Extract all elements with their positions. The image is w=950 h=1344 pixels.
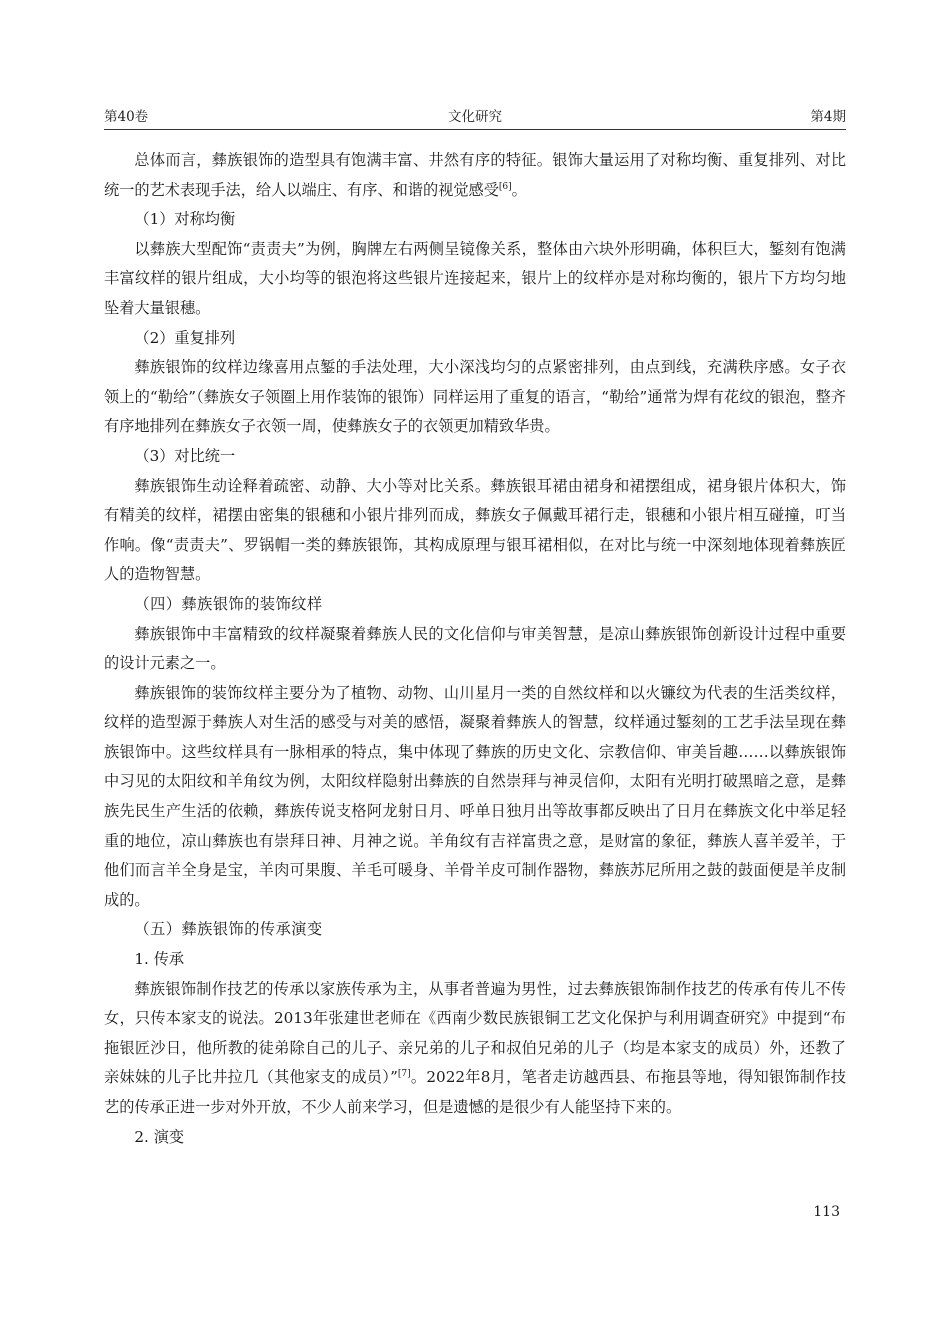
citation: [7] (397, 1069, 411, 1080)
subheading: （2）重复排列 (134, 328, 236, 347)
paragraph: 彝族银饰的装饰纹样主要分为了植物、动物、山川星月一类的自然纹样和以火镰纹为代表的生活类纹样，纹样的造型源于彝族人对生活的感受与对美的感悟，凝聚着彝族人的智慧，纹样通过錾刻的工艺手法呈现在彝族银饰中。这些纹样具有一脉相承的特点，集中体现了彝族的历史文化、宗教信仰、审美旨趣……以彝族银饰中习见的太阳纹和羊角纹为例，太阳纹样隐射出彝族的自然崇拜与神灵信仰，太阳有光明打破黑暗之意，是彝族先民生产生活的依赖，彝族传说支格阿龙射日月、呼单日独月出等故事都反映出了日月在彝族文化中举足轻重的地位，凉山彝族也有崇拜日神、月神之说。羊角纹有吉祥富贵之意，是财富的象征，彝族人喜羊爱羊，于他们而言羊全身是宝，羊肉可果腹、羊毛可暖身、羊骨羊皮可制作器物，彝族苏尼所用之鼓的鼓面便是羊皮制成的。 (104, 683, 846, 909)
subheading: 1. 传承 (134, 950, 185, 969)
volume-label: 第40卷 (104, 109, 149, 125)
paragraph: 总体而言，彝族银饰的造型具有饱满丰富、井然有序的特征。银饰大量运用了对称均衡、重复排列、对比统一的艺术表现手法，给人以端庄、有序、和谐的视觉感受[6]。 (104, 151, 846, 199)
subheading: 2. 演变 (134, 1127, 185, 1146)
paragraph: 彝族银饰生动诠释着疏密、动静、大小等对比关系。彝族银耳裙由裙身和裙摆组成，裙身银片体积大，饰有精美的纹样，裙摆由密集的银穗和小银片排列而成，彝族女子佩戴耳裙行走，银穗和小银片相互碰撞，叮当作响。像“责责夫”、罗锅帽一类的彝族银饰，其构成原理与银耳裙相似，在对比与统一中深刻地体现着彝族匠人的造物智慧。 (104, 476, 846, 584)
subheading: （3）对比统一 (134, 446, 236, 465)
running-header (104, 103, 846, 130)
paragraph: 以彝族大型配饰“责责夫”为例，胸牌左右两侧呈镜像关系，整体由六块外形明确，体积巨大，錾刻有饱满丰富纹样的银片组成，大小均等的银泡将这些银片连接起来，银片上的纹样亦是对称均衡的，银片下方均匀地坠着大量银穗。 (104, 239, 846, 317)
section-heading: （四）彝族银饰的装饰纹样 (134, 594, 323, 613)
paragraph: 彝族银饰制作技艺的传承以家族传承为主，从事者普遍为男性，过去彝族银饰制作技艺的传承有传儿不传女，只传本家支的说法。2013年张建世老师在《西南少数民族银铜工艺文化保护与利用调查研究》中提到“布拖银匠沙日，他所教的徒弟除自己的儿子、亲兄弟的儿子和叔伯兄弟的儿子（均是本家支的成员）外，还教了亲妹妹的儿子比井拉几（其他家支的成员）”[7]。2022年8月，笔者走访越西县、布拖县等地，得知银饰制作技艺的传承正进一步对外开放，不少人前来学习，但是遗憾的是很少有人能坚持下来的。 (104, 979, 846, 1116)
subheading: （1）对称均衡 (134, 210, 236, 229)
citation: [6] (498, 181, 512, 192)
issue-label: 第4期 (810, 109, 846, 125)
section-heading: （五）彝族银饰的传承演变 (134, 920, 323, 939)
article-body (104, 146, 846, 1152)
paragraph: 彝族银饰中丰富精致的纹样凝聚着彝族人民的文化信仰与审美智慧，是凉山彝族银饰创新设计过程中重要的设计元素之一。 (104, 624, 846, 673)
journal-title: 文化研究 (448, 109, 502, 125)
paragraph: 彝族银饰的纹样边缘喜用点錾的手法处理，大小深浅均匀的点紧密排列，由点到线，充满秩序感。女子衣领上的“勒给”（彝族女子领圈上用作装饰的银饰）同样运用了重复的语言，“勒给”通常为焊有花纹的银泡，整齐有序地排列在彝族女子衣领一周，使彝族女子的衣领更加精致华贵。 (104, 358, 846, 436)
page-number: 113 (813, 1204, 840, 1220)
